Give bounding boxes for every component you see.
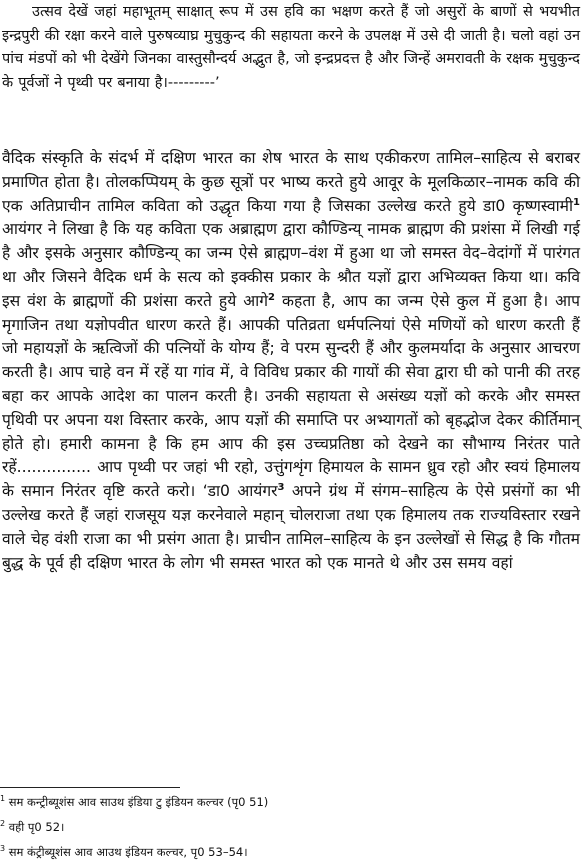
- paragraph-1-text: उत्सव देखें जहां महाभूतम् साक्षात् रूप में उस हवि का भक्षण करते हैं जो असुरों के बाणों से भयभीत इन्द्रपुरी की रक्षा करने वाले पुरुषव्याघ्र मुचुकुन्द की सहायता करने के उपलक्ष में उसे दी जाती है। चलो वहां उन पांच मंडपों को भी देखेंगे जिनका वास्तुसौन्दर्य अद्भुत है, जो इन्द्रप्रदत्त है और जिन्हें अमरावती के रक्षक मुचुकुन्द के पूर्वजों ने पृथ्वी पर बनाया है।---------’: [2, 4, 580, 91]
- paragraph-2-segment-4: अपने ग्रंथ में संगम–साहित्य के ऐसे प्रसंगों का भी उल्लेख करते हैं जहां राजसूय यज्ञ करनेवाले महान् चोलराजा तथा एक हिमालय तक राज्यविस्तार रखने वाले चेह वंशी राजा का भी प्रसंग आता है। प्राचीन तामिल–साहित्य के इन उल्लेखों से सिद्ध है कि गौतम बुद्ध के पूर्व ही दक्षिण भारत के लोग भी समस्त भारत को एक मानते थे और उस समय वहां: [2, 482, 580, 572]
- footnote-3-text: सम कंट्रीब्यूशंस आव आउथ इंडियन कल्चर, पृ0 53–54।: [5, 845, 248, 859]
- footnote-1: [0, 795, 582, 810]
- footnote-2: [0, 820, 582, 835]
- footnote-2-mark: 2: [0, 819, 6, 829]
- footnote-ref-3: 3: [277, 481, 285, 493]
- paragraph-quote-continuation: [2, 1, 580, 95]
- footnote-2-text: वही पृ0 52।: [5, 820, 65, 834]
- paragraph-vedic-culture: [2, 147, 580, 575]
- footnote-ref-2: 2: [268, 291, 275, 303]
- footnote-3: [0, 845, 582, 860]
- paragraph-2-segment-3: कहता है, आप का जन्म ऐसे कुल में हुआ है। आप मृगाजिन तथा यज्ञोपवीत धारण करते हैं। आपकी पतिव्रता धर्मपत्नियां ऐसे मणियों को धारण करती हैं जो महायज्ञों के ऋत्विजों की पत्नियों के योग्य हैं; वे परम सुन्दरी हैं और कुलमर्यादा के अनुसार आचरण करती है। आप चाहे वन में रहें या गांव में, वे विविध प्रकार की गायों की सेवा द्वारा घी को पानी की तरह बहा कर आपके आदेश का पालन करती है। उनकी सहायता से असंख्य यज्ञों को करके और समस्त पृथिवी पर अपना यश विस्तार करके, आप यज्ञों की समाप्ति पर अभ्यागतों को बृहद्भोज देकर कीर्तिमान् होते हो। हमारी कामना है कि हम आप की इस उच्चप्रतिष्ठा को देखने का सौभाग्य निरंतर पाते रहें............... आप पृथ्वी पर जहां भी रहो, उत्तुंगशृंग हिमायल के सामन ध्रुव रहो और स्वयं हिमालय के समान निरंतर वृष्टि करते करो। ‘डा0 आयंगर: [2, 291, 580, 501]
- paragraph-2-segment-2: आयंगर ने लिखा है कि यह कविता एक अब्राह्मण द्वारा कौण्डिन्य् नामक ब्राह्मण की प्रशंसा में लिखी गई है और इसके अनुसार कौण्डिन्य् का जन्म ऐसे ब्राह्मण–वंश में हुआ था जो समस्त वेद–वेदांगों में पारंगत था और जिसने वैदिक धर्म के सत्य को इक्कीस प्रकार के श्रौत यज्ञों द्वारा अभिव्यक्त किया था। कवि इस वंश के ब्राह्मणों की प्रशंसा करते हुये आगे: [2, 220, 580, 310]
- footnote-3-mark: 3: [0, 844, 6, 854]
- footnote-1-text: सम कन्ट्रीब्यूशंस आव साउथ इंडिया टु इंडियन कल्चर (पृ0 51): [5, 795, 269, 809]
- footnote-divider: [0, 787, 180, 788]
- paragraph-2-segment-1: वैदिक संस्कृति के संदर्भ में दक्षिण भारत का शेष भारत के साथ एकीकरण तामिल–साहित्य से बराबर प्रमाणित होता है। तोलकप्पियम् के कुछ सूत्रों पर भाष्य करते हुये आवूर के मूलकिळार–नामक कवि की एक अतिप्राचीन तामिल कविता को उद्धृत किया गया है जिसका उल्लेख करते हुये डा0 कृष्णस्वामी: [2, 149, 580, 215]
- footnote-1-mark: 1: [0, 794, 6, 804]
- footnote-ref-1: 1: [573, 196, 580, 208]
